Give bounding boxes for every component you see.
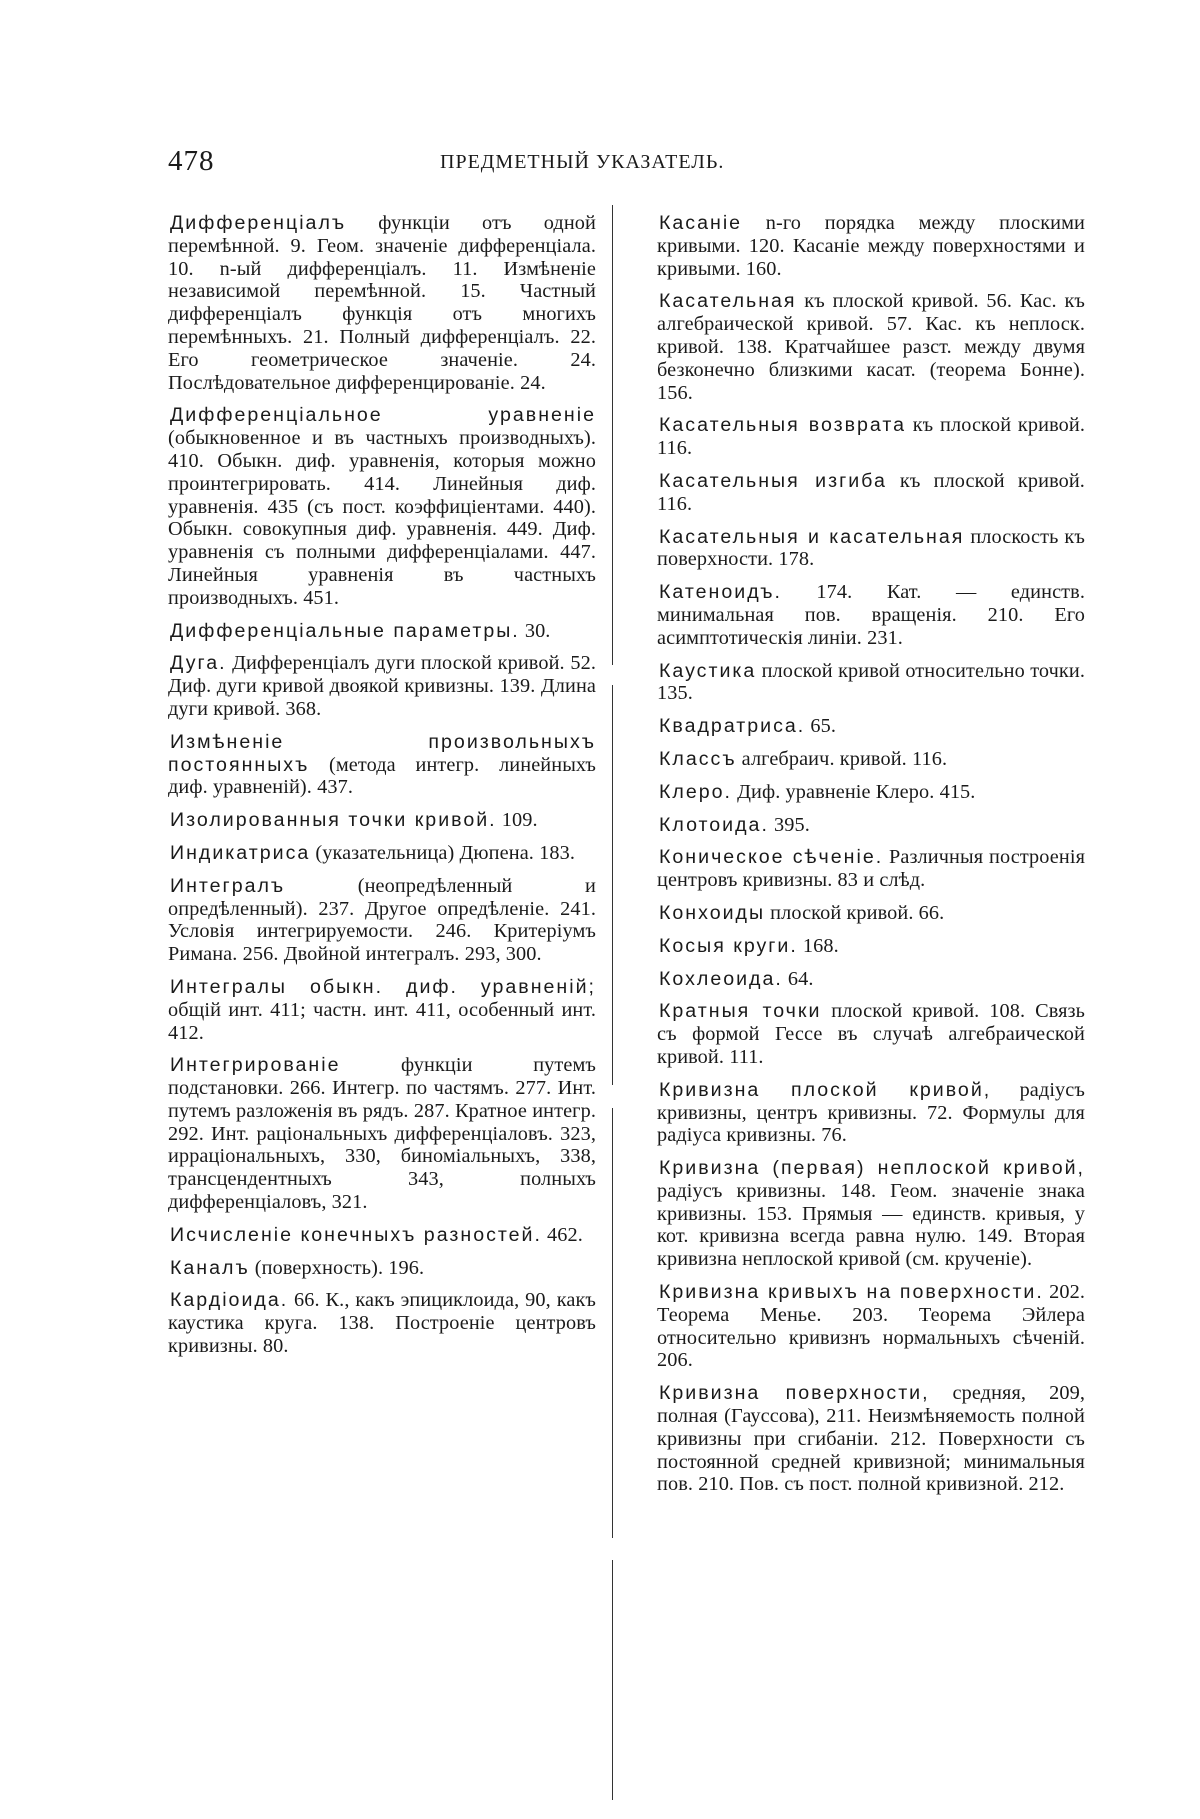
index-entry [657, 414, 1085, 460]
index-references: Различныя построенія центровъ кривизны. 83 и слѣд. [657, 846, 1085, 892]
index-entry [657, 1079, 1085, 1147]
index-entry [657, 846, 1085, 892]
index-references: плоской кривой. 108. Связь съ формой Гессе въ случаѣ алгебраической кривой. 111. [657, 1000, 1085, 1068]
index-term: Исчисленіе конечныхъ разностей. [170, 1223, 542, 1246]
index-references: (метода интегр. линейныхъ диф. уравненій). 437. [168, 753, 596, 799]
index-references: 64. [787, 967, 814, 990]
index-entry [168, 842, 596, 865]
index-entry [168, 212, 596, 394]
index-references: Дифференціалъ дуги плоской кривой. 52. Диф. дуги кривой двоякой кривизны. 139. Длина дуги кривой. 368. [168, 652, 596, 720]
index-references: къ плоской кривой. 56. Кас. къ алгебраической кривой. 57. Кас. къ неплоск. кривой. 138. Кратчайшее разст. между двумя безконечно близкими касат. (теорема Бонне). 156. [657, 290, 1085, 404]
index-term: Клеро. [659, 780, 732, 803]
index-entry [168, 731, 596, 799]
index-term: Индикатриса [170, 841, 311, 864]
index-term: Кривизна поверхности, [659, 1382, 930, 1405]
index-term: Касательная [659, 290, 797, 313]
index-term: Каустика [659, 659, 757, 682]
index-entry [657, 470, 1085, 516]
index-references: къ плоской кривой. 116. [657, 414, 1085, 460]
index-term: Кардіоида. [170, 1289, 289, 1312]
index-term: Касаніе [659, 212, 743, 234]
running-title: ПРЕДМЕТНЫЙ УКАЗАТЕЛЬ. [440, 151, 725, 173]
index-term: Интегралы обыкн. диф. уравненій; [170, 975, 596, 998]
index-term: Клотоида. [659, 813, 769, 836]
index-references: 462. [547, 1223, 583, 1246]
index-references: (неопредѣленный и опредѣленный). 237. Другое опредѣленіе. 241. Условія интегрируемости. 246. Критеріумъ Римана. 256. Двойной интегралъ. 293, 300. [168, 874, 596, 966]
index-entry [168, 620, 596, 643]
index-references: 65. [810, 715, 836, 738]
index-term: Измѣненіе произвольныхъ постоянныхъ [168, 730, 596, 776]
index-entry [657, 935, 1085, 958]
index-entry [657, 748, 1085, 771]
index-entry [168, 875, 596, 966]
index-entry [657, 781, 1085, 804]
index-references: 168. [802, 934, 839, 957]
index-term: Косыя круги. [659, 934, 798, 957]
page-header [168, 145, 1078, 181]
index-term: Интегрированіе [170, 1054, 341, 1077]
index-term: Дуга. [170, 652, 227, 675]
left-column [168, 212, 596, 1368]
index-term: Касательныя возврата [659, 414, 907, 437]
column-divider [612, 1560, 613, 1800]
index-term: Коническое сѣченіе. [659, 846, 884, 869]
index-entry [657, 715, 1085, 738]
index-references: къ плоской кривой. 116. [657, 469, 1085, 515]
column-divider [612, 685, 613, 1085]
column-divider [612, 1108, 613, 1538]
index-references: n-го порядка между плоскими кривыми. 120. Касаніе между поверхностями и кривыми. 160. [657, 212, 1085, 280]
index-references: функціи отъ одной перемѣнной. 9. Геом. значеніе дифференціала. 10. n-ый дифференціалъ. 11. Измѣненіе независимой перемѣнной. 15. Частный дифференціалъ функція отъ многихъ перемѣнныхъ. 21. Полный дифференціалъ. 22. Его геометрическое значеніе. 24. Послѣдовательное дифференцированіе. 24. [168, 212, 596, 394]
index-references: радіусъ кривизны, центръ кривизны. 72. Формулы для радіуса кривизны. 76. [657, 1078, 1085, 1147]
index-term: Касательныя изгиба [659, 469, 887, 492]
index-term: Кратныя точки [659, 1000, 822, 1023]
index-references: алгебраич. кривой. 116. [741, 747, 948, 770]
index-term: Каналъ [170, 1256, 250, 1279]
index-term: Дифференціальные параметры. [170, 619, 520, 642]
index-entry [657, 902, 1085, 925]
index-references: функціи путемъ подстановки. 266. Интегр. по частямъ. 277. Инт. путемъ разложенія въ рядъ. 287. Кратное интегр. 292. Инт. раціональныхъ дифференціаловъ. 323, ирраціональныхъ, 330, биноміальныхъ, 338, трансцендентныхъ 343, полныхъ дифференціаловъ, 321. [168, 1054, 596, 1214]
index-entry [168, 1289, 596, 1357]
index-term: Кривизна кривыхъ на поверхности. [659, 1281, 1044, 1304]
index-term: Дифференціалъ [170, 212, 347, 234]
index-entry [657, 814, 1085, 837]
index-references: (указательница) Дюпена. 183. [315, 841, 576, 864]
index-term: Классъ [659, 747, 737, 770]
index-entry [168, 809, 596, 832]
index-references: плоской кривой относительно точки. 135. [657, 659, 1085, 705]
index-entry [168, 404, 596, 609]
index-references: 174. Кат. — единств. минимальная пов. вращенія. 210. Его асимптотическія линіи. 231. [657, 581, 1085, 649]
index-term: Дифференціальное уравненіе [170, 404, 596, 427]
index-entry [657, 1157, 1085, 1271]
index-references: средняя, 209, полная (Гауссова), 211. Неизмѣняемость полной кривизны при сгибаніи. 212. Поверхности съ постоянной средней кривизной; минимальныя пов. 210. Пов. съ пост. полной кривизной. 212. [657, 1382, 1085, 1496]
index-entry [657, 1000, 1085, 1068]
index-term: Изолированныя точки кривой. [170, 809, 497, 832]
index-entry [657, 526, 1085, 572]
index-entry [657, 1382, 1085, 1496]
index-references: 202. Теорема Менье. 203. Теорема Эйлера относительно кривизнъ нормальныхъ сѣченій. 206. [657, 1281, 1085, 1372]
column-divider [612, 205, 613, 665]
index-references: 30. [524, 619, 551, 642]
index-references: Диф. уравненіе Клеро. 415. [737, 780, 976, 803]
index-references: (поверхность). 196. [254, 1256, 425, 1279]
index-references: 66. К., какъ эпициклоида, 90, какъ каустика круга. 138. Построеніе центровъ кривизны. 80. [168, 1289, 596, 1358]
index-term: Конхоиды [659, 901, 766, 924]
index-term: Кривизна (первая) неплоской кривой, [659, 1157, 1085, 1180]
index-references: плоскость къ поверхности. 178. [657, 525, 1085, 571]
index-term: Катеноидъ. [659, 581, 782, 604]
index-entry [168, 1224, 596, 1247]
index-references: радіусъ кривизны. 148. Геом. значеніе знака кривизны. 153. Прямыя — единств. кривыя, у кот. кривизна всегда равна нулю. 149. Вторая кривизна неплоской кривой (см. крученіе). [657, 1179, 1085, 1271]
index-term: Квадратриса. [659, 715, 806, 738]
index-entry [657, 212, 1085, 280]
index-entry [657, 660, 1085, 706]
index-references: плоской кривой. 66. [770, 901, 945, 924]
index-references: (обыкновенное и въ частныхъ производныхъ). 410. Обыкн. диф. уравненія, которыя можно проинтегрировать. 414. Линейныя диф. уравненія. 435 (съ пост. коэффиціентами. 440). Обыкн. совокупныя диф. уравненія. 449. Диф. уравненія съ полными дифференціалами. 447. Линейныя уравненія въ частныхъ производныхъ. 451. [168, 427, 596, 609]
index-entry [168, 652, 596, 720]
index-entry [657, 1281, 1085, 1372]
index-references: 109. [501, 809, 538, 832]
index-term: Кривизна плоской кривой, [659, 1078, 992, 1101]
index-entry [168, 1054, 596, 1214]
index-entry [657, 290, 1085, 404]
index-term: Кохлеоида. [659, 967, 783, 990]
page-number: 478 [168, 145, 215, 177]
index-entry [657, 581, 1085, 649]
index-entry [168, 976, 596, 1044]
index-references: общій инт. 411; частн. инт. 411, особенный инт. 412. [168, 998, 596, 1044]
index-entry [657, 968, 1085, 991]
right-column [657, 212, 1085, 1506]
index-term: Интегралъ [170, 874, 286, 897]
index-entry [168, 1257, 596, 1280]
index-references: 395. [773, 813, 810, 836]
index-term: Касательныя и касательная [659, 525, 965, 548]
